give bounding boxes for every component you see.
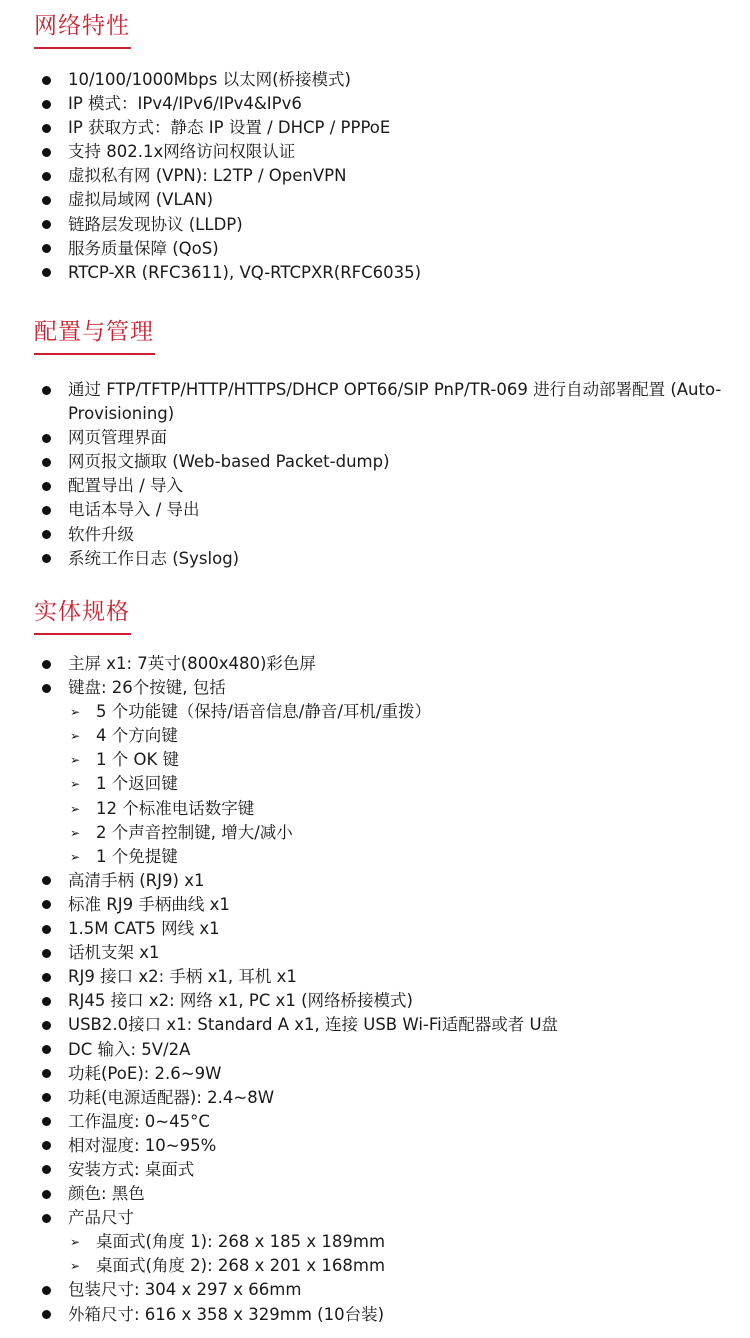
list-item: 电话本导入 / 导出 (0, 498, 750, 522)
bullet-icon (42, 554, 51, 563)
list-item: 网页管理界面 (0, 426, 750, 450)
list-item: 虚拟局域网 (VLAN) (0, 188, 750, 212)
bullet-icon (42, 1069, 51, 1078)
list-item: 功耗(PoE): 2.6~9W (0, 1062, 750, 1086)
list-item: 系统工作日志 (Syslog) (0, 547, 750, 571)
list-item: USB2.0接口 x1: Standard A x1, 连接 USB Wi-Fi适配器或者 U盘 (0, 1013, 750, 1037)
title-underline (34, 47, 131, 49)
feature-list (0, 68, 750, 285)
bullet-icon (42, 434, 51, 443)
sub-list-item: ➢ 4 个方向键 (70, 726, 178, 746)
list-item: 主屏 x1: 7英寸(800x480)彩色屏 (0, 652, 750, 676)
bullet-icon (42, 482, 51, 491)
list-item: 网页报文撷取 (Web-based Packet-dump) (0, 450, 750, 474)
list-item: RJ9 接口 x2: 手柄 x1, 耳机 x1 (0, 965, 750, 989)
arrow-bullet-icon: ➢ (70, 705, 81, 720)
section-title: 配置与管理 (34, 319, 154, 345)
bullet-icon (42, 1021, 51, 1030)
list-item: IP 模式：IPv4/IPv6/IPv4&IPv6 (0, 92, 750, 116)
bullet-icon (42, 1093, 51, 1102)
section-title: 实体规格 (34, 599, 130, 625)
list-item: 配置导出 / 导入 (0, 474, 750, 498)
sub-list-item: ➢ 1 个 OK 键 (70, 750, 180, 770)
list-item: 高清手柄 (RJ9) x1 (0, 869, 750, 893)
list-item: 虚拟私有网 (VPN): L2TP / OpenVPN (0, 164, 750, 188)
bullet-icon (42, 973, 51, 982)
bullet-icon (42, 1310, 51, 1319)
arrow-bullet-icon: ➢ (70, 753, 81, 768)
list-item: 安装方式: 桌面式 (0, 1158, 750, 1182)
bullet-icon (42, 244, 51, 253)
list-item: 颜色: 黑色 (0, 1182, 750, 1206)
bullet-icon (42, 458, 51, 467)
arrow-bullet-icon: ➢ (70, 825, 81, 840)
bullet-icon (42, 1045, 51, 1054)
list-item: 相对湿度: 10~95% (0, 1134, 750, 1158)
list-item: 功耗(电源适配器): 2.4~8W (0, 1086, 750, 1110)
list-item: 链路层发现协议 (LLDP) (0, 213, 750, 237)
arrow-bullet-icon: ➢ (70, 801, 81, 816)
list-item: IP 获取方式：静态 IP 设置 / DHCP / PPPoE (0, 116, 750, 140)
feature-list (0, 378, 750, 571)
list-item: RJ45 接口 x2: 网络 x1, PC x1 (网络桥接模式) (0, 989, 750, 1013)
bullet-icon (42, 76, 51, 85)
bullet-icon (42, 997, 51, 1006)
list-item: 产品尺寸 (0, 1206, 750, 1230)
bullet-icon (42, 1190, 51, 1199)
bullet-icon (42, 220, 51, 229)
sub-list-item: ➢ 5 个功能键（保持/语音信息/静音/耳机/重拨） (70, 702, 431, 722)
section-title: 网络特性 (34, 13, 130, 39)
sub-list-item: ➢ 1 个免提键 (70, 846, 178, 866)
title-underline (34, 353, 155, 355)
list-item: 话机支架 x1 (0, 941, 750, 965)
arrow-bullet-icon: ➢ (70, 1259, 81, 1274)
list-item: 通过 FTP/TFTP/HTTP/HTTPS/DHCP OPT66/SIP PnP/TR-069 进行自动部署配置 (Auto-Provisioning) (0, 378, 728, 426)
list-item: 工作温度: 0~45°C (0, 1110, 750, 1134)
arrow-bullet-icon: ➢ (70, 777, 81, 792)
bullet-icon (42, 124, 51, 133)
sub-list-item: ➢ 2 个声音控制键, 增大/减小 (70, 822, 293, 842)
list-item: 软件升级 (0, 523, 750, 547)
sub-list-item: ➢ 1 个返回键 (70, 774, 178, 794)
bullet-icon (42, 1165, 51, 1174)
bullet-icon (42, 506, 51, 515)
bullet-icon (42, 1214, 51, 1223)
bullet-icon (42, 900, 51, 909)
bullet-icon (42, 196, 51, 205)
sub-list-item: ➢ 桌面式(角度 1): 268 x 185 x 189mm (70, 1232, 386, 1252)
arrow-bullet-icon: ➢ (70, 729, 81, 744)
bullet-icon (42, 1141, 51, 1150)
bullet-icon (42, 949, 51, 958)
bullet-icon (42, 1117, 51, 1126)
bullet-icon (42, 100, 51, 109)
list-item: 1.5M CAT5 网线 x1 (0, 917, 750, 941)
bullet-icon (42, 660, 51, 669)
bullet-icon (42, 148, 51, 157)
list-item: 标准 RJ9 手柄曲线 x1 (0, 893, 750, 917)
bullet-icon (42, 876, 51, 885)
bullet-icon (42, 1286, 51, 1295)
list-item: 键盘: 26个按键, 包括 (0, 676, 750, 700)
title-underline (34, 633, 131, 635)
arrow-bullet-icon: ➢ (70, 1235, 81, 1250)
list-item: 服务质量保障 (QoS) (0, 237, 750, 261)
list-item: 包装尺寸: 304 x 297 x 66mm (0, 1278, 750, 1302)
arrow-bullet-icon: ➢ (70, 849, 81, 864)
sub-list-item: ➢ 12 个标准电话数字键 (70, 798, 255, 818)
list-item: RTCP-XR (RFC3611), VQ-RTCPXR(RFC6035) (0, 261, 750, 285)
bullet-icon (42, 172, 51, 181)
list-item: 10/100/1000Mbps 以太网(桥接模式) (0, 68, 750, 92)
bullet-icon (42, 530, 51, 539)
list-item: 外箱尺寸: 616 x 358 x 329mm (10台装) (0, 1303, 750, 1327)
bullet-icon (42, 684, 51, 693)
bullet-icon (42, 386, 51, 395)
spec-list (0, 652, 750, 1327)
bullet-icon (42, 925, 51, 934)
list-item: DC 输入: 5V/2A (0, 1038, 750, 1062)
list-item: 支持 802.1x网络访问权限认证 (0, 140, 750, 164)
sub-list-item: ➢ 桌面式(角度 2): 268 x 201 x 168mm (70, 1256, 386, 1276)
bullet-icon (42, 268, 51, 277)
